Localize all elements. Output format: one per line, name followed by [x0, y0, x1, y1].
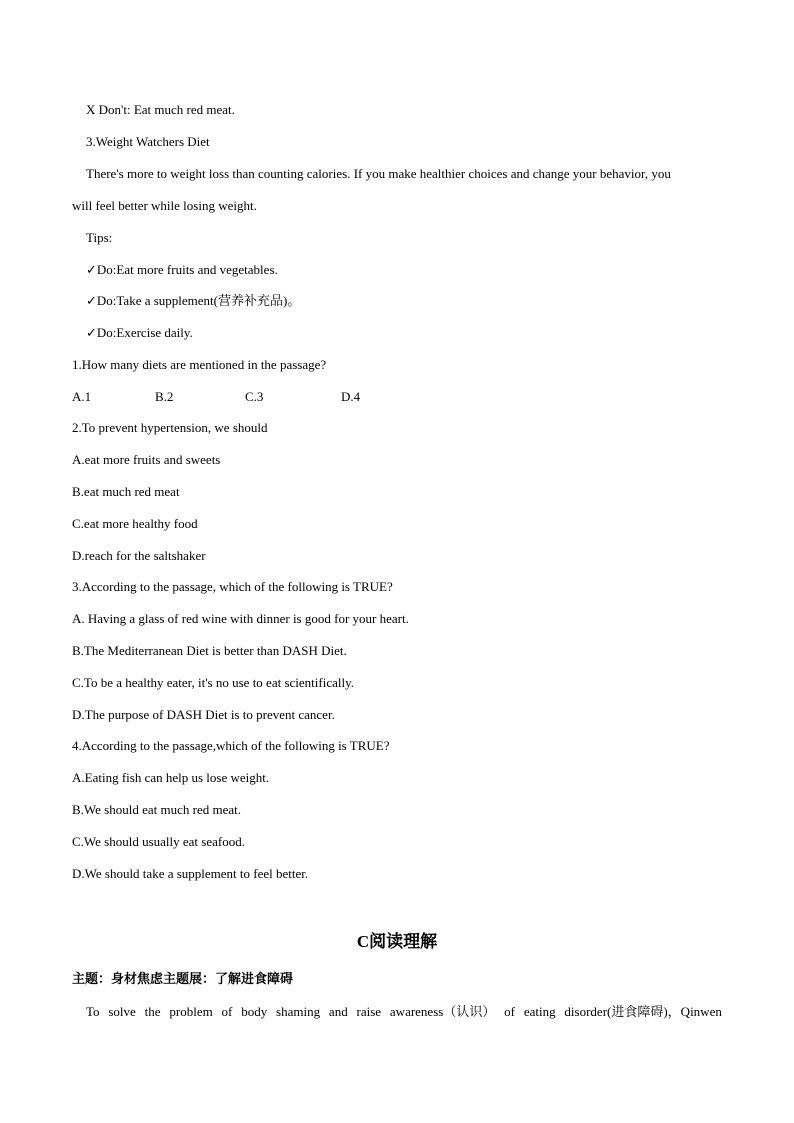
question-1-stem: 1.How many diets are mentioned in the passage?: [72, 357, 327, 372]
tips-label: Tips:: [86, 230, 113, 245]
word: raise: [356, 1004, 382, 1019]
word: the: [144, 1004, 161, 1019]
word: shaming: [276, 1004, 321, 1019]
word: disorder(进食障碍)，Qinwen: [564, 1004, 722, 1019]
section-c-intro-line: [86, 1004, 722, 1020]
option-c: C.eat more healthy food: [72, 516, 198, 531]
option-d: D.4: [341, 389, 361, 404]
diet2-dont-line: X Don't: Eat much red meat.: [86, 102, 235, 117]
word: To: [86, 1004, 100, 1019]
diet3-paragraph-line2: will feel better while losing weight.: [72, 198, 257, 213]
tip-item: ✓Do:Exercise daily.: [86, 325, 193, 340]
option-d: D.The purpose of DASH Diet is to prevent cancer.: [72, 707, 335, 722]
option-d: D.We should take a supplement to feel better.: [72, 866, 309, 881]
option-d: D.reach for the saltshaker: [72, 548, 206, 563]
option-b: B.We should eat much red meat.: [72, 802, 241, 817]
word: eating: [523, 1004, 556, 1019]
word: awareness（认识）: [389, 1004, 496, 1019]
diet3-title: 3.Weight Watchers Diet: [86, 134, 210, 149]
option-a: A. Having a glass of red wine with dinner is good for your heart.: [72, 611, 409, 626]
option-b: B.The Mediterranean Diet is better than DASH Diet.: [72, 643, 347, 658]
option-c: C.We should usually eat seafood.: [72, 834, 245, 849]
word: of: [504, 1004, 515, 1019]
word: body: [241, 1004, 268, 1019]
section-c-topic: 主题：身材焦虑主题展：了解进食障碍: [72, 972, 294, 987]
option-a: A.Eating fish can help us lose weight.: [72, 770, 270, 785]
word: and: [328, 1004, 348, 1019]
option-c: C.3: [245, 389, 264, 404]
option-c: C.To be a healthy eater, it's no use to eat scientifically.: [72, 675, 355, 690]
diet3-paragraph-line1: There's more to weight loss than counting calories. If you make healthier choices and change your behavior, you: [86, 166, 671, 181]
section-c-heading: C阅读理解: [356, 932, 438, 951]
option-b: B.2: [155, 389, 174, 404]
word: problem: [169, 1004, 213, 1019]
tip-item: ✓Do:Take a supplement(营养补充品)。: [86, 293, 301, 308]
question-3-stem: 3.According to the passage, which of the following is TRUE?: [72, 579, 393, 594]
option-a: A.1: [72, 389, 92, 404]
word: solve: [108, 1004, 136, 1019]
question-2-stem: 2.To prevent hypertension, we should: [72, 420, 268, 435]
question-4-stem: 4.According to the passage,which of the following is TRUE?: [72, 738, 390, 753]
word: of: [221, 1004, 233, 1019]
tip-item: ✓Do:Eat more fruits and vegetables.: [86, 262, 278, 277]
option-a: A.eat more fruits and sweets: [72, 452, 221, 467]
option-b: B.eat much red meat: [72, 484, 180, 499]
